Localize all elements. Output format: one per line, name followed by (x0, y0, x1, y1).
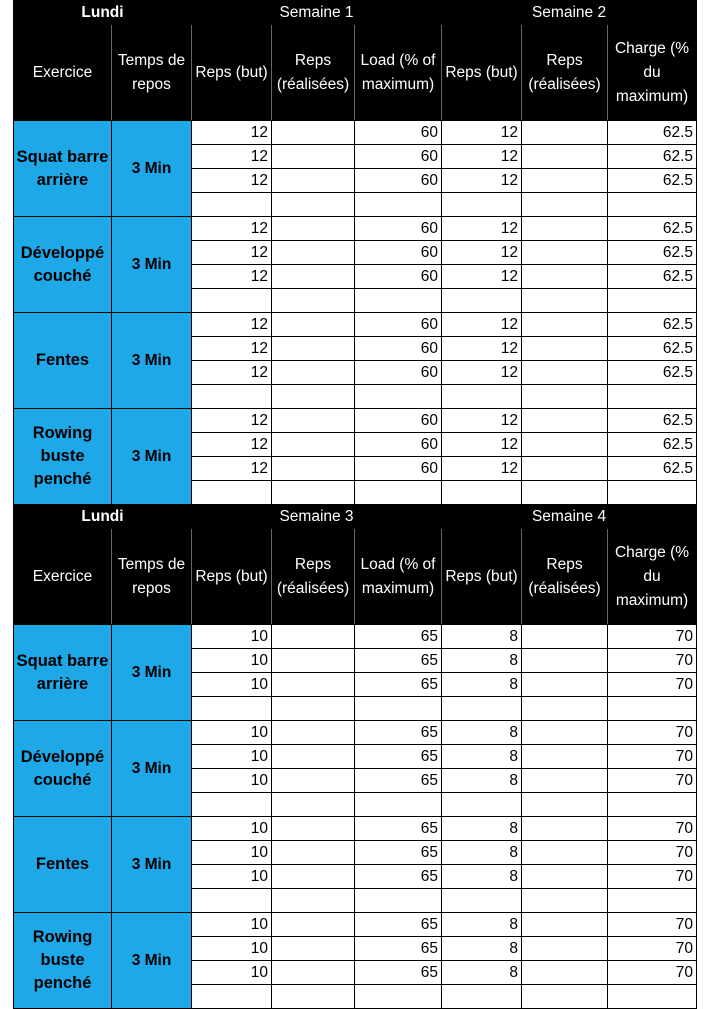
table-cell[interactable]: 10 (192, 865, 272, 889)
table-cell[interactable] (272, 409, 355, 433)
table-cell[interactable]: 8 (442, 865, 522, 889)
table-cell[interactable]: 8 (442, 649, 522, 673)
table-cell[interactable] (522, 865, 608, 889)
table-cell[interactable]: 12 (192, 121, 272, 145)
table-cell[interactable] (522, 721, 608, 745)
table-cell[interactable]: 60 (355, 433, 442, 457)
table-cell[interactable] (522, 265, 608, 289)
table-cell[interactable] (272, 241, 355, 265)
table-cell[interactable] (442, 385, 522, 409)
table-cell[interactable]: 10 (192, 721, 272, 745)
table-cell[interactable]: 62.5 (608, 337, 697, 361)
rest-time: 3 Min (112, 913, 192, 1009)
table-cell[interactable]: 65 (355, 913, 442, 937)
rest-time: 3 Min (112, 817, 192, 913)
table-cell[interactable]: 60 (355, 457, 442, 481)
table-cell[interactable] (272, 889, 355, 913)
table-cell[interactable] (272, 841, 355, 865)
exercise-name: Rowing buste penché (14, 913, 112, 1009)
exercise-name: Développé couché (14, 217, 112, 313)
table-cell[interactable]: 8 (442, 769, 522, 793)
table-cell[interactable]: 62.5 (608, 217, 697, 241)
table-cell[interactable]: 70 (608, 769, 697, 793)
table-row (14, 121, 697, 145)
table-row (14, 817, 697, 841)
table-cell[interactable]: 65 (355, 769, 442, 793)
rest-time: 3 Min (112, 313, 192, 409)
column-header: Reps (réalisées) (522, 25, 608, 121)
table-cell[interactable]: 62.5 (608, 145, 697, 169)
table-cell[interactable] (192, 385, 272, 409)
table-cell[interactable] (442, 193, 522, 217)
table-cell[interactable] (272, 961, 355, 985)
table-cell[interactable] (192, 985, 272, 1009)
table-cell[interactable]: 10 (192, 673, 272, 697)
exercise-name: Fentes (14, 817, 112, 913)
table-cell[interactable] (272, 625, 355, 649)
table-cell[interactable]: 65 (355, 961, 442, 985)
table-cell[interactable] (522, 121, 608, 145)
table-cell[interactable]: 70 (608, 913, 697, 937)
rest-time: 3 Min (112, 217, 192, 313)
table-cell[interactable] (522, 673, 608, 697)
table-cell[interactable] (522, 649, 608, 673)
training-spreadsheet (13, 0, 696, 1009)
table-cell[interactable]: 12 (192, 457, 272, 481)
table-cell[interactable] (272, 745, 355, 769)
table-cell[interactable] (192, 289, 272, 313)
block-title-row (14, 1, 697, 25)
table-cell[interactable] (522, 985, 608, 1009)
column-header: Reps (but) (192, 25, 272, 121)
table-cell[interactable]: 65 (355, 865, 442, 889)
table-cell[interactable]: 60 (355, 241, 442, 265)
table-cell[interactable] (522, 697, 608, 721)
day-label: Lundi (14, 505, 192, 529)
table-cell[interactable]: 65 (355, 673, 442, 697)
rest-time: 3 Min (112, 121, 192, 217)
table-cell[interactable]: 12 (442, 433, 522, 457)
table-cell[interactable] (442, 793, 522, 817)
table-cell[interactable]: 70 (608, 625, 697, 649)
table-cell[interactable]: 65 (355, 625, 442, 649)
week-label: Semaine 4 (442, 505, 697, 529)
table-cell[interactable]: 12 (442, 409, 522, 433)
table-cell[interactable] (442, 481, 522, 505)
table-cell[interactable]: 12 (192, 337, 272, 361)
table-cell[interactable]: 60 (355, 313, 442, 337)
table-cell[interactable]: 8 (442, 745, 522, 769)
table-row (14, 625, 697, 649)
table-cell[interactable] (192, 793, 272, 817)
column-header: Load (% of maximum) (355, 25, 442, 121)
table-cell[interactable] (355, 889, 442, 913)
table-cell[interactable]: 65 (355, 649, 442, 673)
table-cell[interactable]: 65 (355, 817, 442, 841)
table-cell[interactable]: 60 (355, 169, 442, 193)
table-cell[interactable] (522, 361, 608, 385)
table-cell[interactable] (272, 433, 355, 457)
table-cell[interactable]: 12 (192, 217, 272, 241)
table-cell[interactable] (272, 649, 355, 673)
table-cell[interactable] (522, 169, 608, 193)
table-cell[interactable]: 12 (192, 145, 272, 169)
table-cell[interactable] (272, 217, 355, 241)
table-cell[interactable] (272, 145, 355, 169)
table-cell[interactable] (355, 289, 442, 313)
table-row (14, 913, 697, 937)
table-cell[interactable]: 12 (442, 121, 522, 145)
table-cell[interactable]: 70 (608, 937, 697, 961)
table-cell[interactable]: 60 (355, 121, 442, 145)
column-header: Exercice (14, 529, 112, 625)
table-cell[interactable] (608, 697, 697, 721)
table-cell[interactable] (272, 721, 355, 745)
table-cell[interactable] (272, 289, 355, 313)
block-title-row (14, 505, 697, 529)
table-cell[interactable] (522, 313, 608, 337)
table-cell[interactable] (522, 937, 608, 961)
table-cell[interactable] (272, 673, 355, 697)
table-cell[interactable] (522, 217, 608, 241)
column-header: Charge (% du maximum) (608, 25, 697, 121)
rest-time: 3 Min (112, 721, 192, 817)
table-cell[interactable] (522, 889, 608, 913)
column-header: Reps (réalisées) (272, 25, 355, 121)
table-cell[interactable]: 12 (442, 145, 522, 169)
exercise-name: Développé couché (14, 721, 112, 817)
table-cell[interactable]: 8 (442, 721, 522, 745)
table-cell[interactable]: 12 (192, 313, 272, 337)
table-cell[interactable] (272, 817, 355, 841)
column-header: Reps (réalisées) (272, 529, 355, 625)
table-cell[interactable] (522, 241, 608, 265)
table-cell[interactable]: 60 (355, 145, 442, 169)
table-cell[interactable] (522, 769, 608, 793)
table-cell[interactable]: 70 (608, 673, 697, 697)
table-cell[interactable]: 70 (608, 961, 697, 985)
table-cell[interactable] (608, 793, 697, 817)
rest-time: 3 Min (112, 409, 192, 505)
table-cell[interactable]: 12 (442, 313, 522, 337)
table-row (14, 721, 697, 745)
table-cell[interactable] (192, 193, 272, 217)
rest-time: 3 Min (112, 625, 192, 721)
table-cell[interactable] (355, 193, 442, 217)
table-cell[interactable]: 12 (442, 337, 522, 361)
table-cell[interactable]: 10 (192, 841, 272, 865)
table-cell[interactable]: 60 (355, 361, 442, 385)
exercise-name: Fentes (14, 313, 112, 409)
table-cell[interactable] (272, 361, 355, 385)
table-cell[interactable]: 62.5 (608, 313, 697, 337)
workout-table (13, 0, 697, 1009)
table-cell[interactable] (522, 625, 608, 649)
column-header-row (14, 529, 697, 625)
table-cell[interactable] (272, 457, 355, 481)
table-cell[interactable]: 8 (442, 913, 522, 937)
table-cell[interactable] (192, 697, 272, 721)
column-header: Load (% of maximum) (355, 529, 442, 625)
column-header: Temps de repos (112, 25, 192, 121)
table-cell[interactable] (522, 433, 608, 457)
column-header: Reps (but) (442, 25, 522, 121)
table-cell[interactable]: 12 (192, 241, 272, 265)
table-cell[interactable] (355, 793, 442, 817)
column-header: Charge (% du maximum) (608, 529, 697, 625)
table-cell[interactable] (355, 481, 442, 505)
table-cell[interactable] (442, 289, 522, 313)
table-cell[interactable]: 12 (192, 361, 272, 385)
table-cell[interactable] (522, 481, 608, 505)
table-cell[interactable] (442, 697, 522, 721)
table-cell[interactable]: 10 (192, 625, 272, 649)
table-cell[interactable]: 60 (355, 217, 442, 241)
table-cell[interactable] (272, 697, 355, 721)
column-header: Reps (but) (442, 529, 522, 625)
table-cell[interactable]: 12 (192, 409, 272, 433)
table-cell[interactable] (272, 121, 355, 145)
table-cell[interactable] (522, 289, 608, 313)
table-cell[interactable] (355, 697, 442, 721)
table-cell[interactable]: 8 (442, 673, 522, 697)
table-cell[interactable]: 65 (355, 937, 442, 961)
table-cell[interactable] (522, 193, 608, 217)
table-cell[interactable] (272, 193, 355, 217)
table-cell[interactable]: 10 (192, 937, 272, 961)
table-cell[interactable]: 70 (608, 841, 697, 865)
column-header: Exercice (14, 25, 112, 121)
table-cell[interactable] (608, 481, 697, 505)
table-cell[interactable]: 10 (192, 769, 272, 793)
table-cell[interactable]: 8 (442, 817, 522, 841)
table-cell[interactable] (522, 793, 608, 817)
week-label: Semaine 2 (442, 1, 697, 25)
week-label: Semaine 1 (192, 1, 442, 25)
column-header-row (14, 25, 697, 121)
table-row (14, 217, 697, 241)
table-cell[interactable] (192, 481, 272, 505)
table-cell[interactable] (608, 289, 697, 313)
table-cell[interactable]: 62.5 (608, 265, 697, 289)
table-cell[interactable] (522, 745, 608, 769)
table-cell[interactable] (522, 961, 608, 985)
table-cell[interactable]: 10 (192, 745, 272, 769)
table-cell[interactable] (272, 481, 355, 505)
table-cell[interactable] (522, 385, 608, 409)
column-header: Temps de repos (112, 529, 192, 625)
table-cell[interactable] (272, 169, 355, 193)
table-cell[interactable]: 10 (192, 649, 272, 673)
exercise-name: Rowing buste penché (14, 409, 112, 505)
table-cell[interactable] (522, 841, 608, 865)
table-cell[interactable]: 12 (442, 169, 522, 193)
table-cell[interactable]: 60 (355, 265, 442, 289)
table-cell[interactable] (272, 913, 355, 937)
table-cell[interactable]: 62.5 (608, 433, 697, 457)
table-cell[interactable]: 62.5 (608, 409, 697, 433)
table-cell[interactable] (608, 889, 697, 913)
table-cell[interactable]: 8 (442, 841, 522, 865)
table-cell[interactable]: 10 (192, 961, 272, 985)
table-cell[interactable] (272, 985, 355, 1009)
table-cell[interactable]: 8 (442, 937, 522, 961)
table-cell[interactable]: 70 (608, 817, 697, 841)
table-cell[interactable]: 62.5 (608, 169, 697, 193)
table-cell[interactable] (442, 985, 522, 1009)
table-cell[interactable]: 70 (608, 649, 697, 673)
table-cell[interactable]: 12 (442, 361, 522, 385)
table-cell[interactable]: 8 (442, 625, 522, 649)
table-cell[interactable]: 60 (355, 337, 442, 361)
table-cell[interactable]: 12 (192, 169, 272, 193)
table-cell[interactable] (192, 889, 272, 913)
table-cell[interactable] (608, 385, 697, 409)
column-header: Reps (réalisées) (522, 529, 608, 625)
table-cell[interactable] (608, 985, 697, 1009)
table-cell[interactable] (522, 913, 608, 937)
table-cell[interactable]: 12 (192, 265, 272, 289)
day-label: Lundi (14, 1, 192, 25)
table-cell[interactable] (272, 385, 355, 409)
table-row (14, 313, 697, 337)
table-cell[interactable] (522, 409, 608, 433)
table-cell[interactable] (272, 865, 355, 889)
table-cell[interactable]: 62.5 (608, 361, 697, 385)
table-cell[interactable] (355, 985, 442, 1009)
table-cell[interactable]: 8 (442, 961, 522, 985)
table-cell[interactable] (522, 145, 608, 169)
table-cell[interactable] (272, 937, 355, 961)
table-cell[interactable]: 65 (355, 721, 442, 745)
table-cell[interactable] (522, 337, 608, 361)
table-cell[interactable] (272, 793, 355, 817)
table-cell[interactable]: 10 (192, 913, 272, 937)
table-row (14, 409, 697, 433)
table-cell[interactable]: 12 (192, 433, 272, 457)
table-cell[interactable] (355, 385, 442, 409)
table-cell[interactable] (522, 457, 608, 481)
column-header: Reps (but) (192, 529, 272, 625)
table-cell[interactable]: 62.5 (608, 121, 697, 145)
table-cell[interactable]: 10 (192, 817, 272, 841)
table-cell[interactable]: 12 (442, 265, 522, 289)
table-cell[interactable] (608, 193, 697, 217)
table-cell[interactable]: 65 (355, 841, 442, 865)
exercise-name: Squat barre arrière (14, 625, 112, 721)
table-cell[interactable]: 12 (442, 457, 522, 481)
table-cell[interactable] (272, 265, 355, 289)
table-cell[interactable] (272, 313, 355, 337)
table-cell[interactable]: 70 (608, 745, 697, 769)
table-cell[interactable] (272, 769, 355, 793)
table-cell[interactable]: 62.5 (608, 241, 697, 265)
table-cell[interactable]: 12 (442, 241, 522, 265)
table-cell[interactable] (272, 337, 355, 361)
table-cell[interactable]: 60 (355, 409, 442, 433)
table-cell[interactable]: 12 (442, 217, 522, 241)
table-cell[interactable]: 62.5 (608, 457, 697, 481)
week-label: Semaine 3 (192, 505, 442, 529)
table-cell[interactable] (522, 817, 608, 841)
table-cell[interactable] (442, 889, 522, 913)
table-cell[interactable]: 70 (608, 721, 697, 745)
table-cell[interactable]: 65 (355, 745, 442, 769)
exercise-name: Squat barre arrière (14, 121, 112, 217)
table-cell[interactable]: 70 (608, 865, 697, 889)
